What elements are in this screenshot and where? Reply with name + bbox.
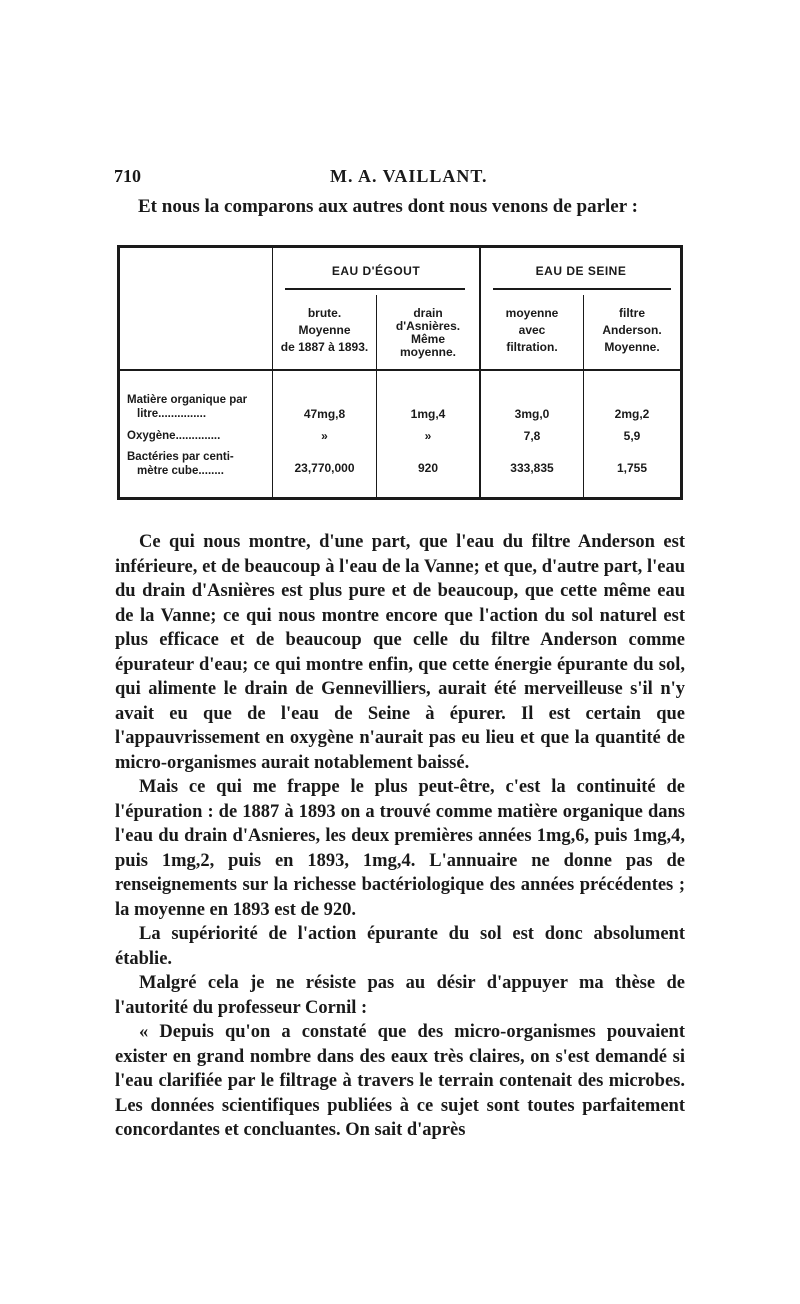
paragraph: « Depuis qu'on a constaté que des micro-organismes pouvaient exister en grand nombre dans des eaux très claires, on s'est demandé si l'eau clarifiée par le filtrage à travers le terrain contenait des microbes. Les données scientifiques publiées à ce sujet sont toutes parfaitement concordantes et concluantes. On sait d'après [115, 1022, 685, 1140]
cell: » [424, 429, 432, 443]
col-header-line: Moyenne. [604, 340, 660, 354]
intro-sentence: Et nous la comparons aux autres dont nous venons de parler : [138, 196, 638, 217]
brace-eau-de-seine [493, 288, 671, 290]
col-header-line: Moyenne [298, 323, 351, 337]
col-header-line: avec [518, 323, 546, 337]
table-border-right [680, 245, 683, 500]
brace-eau-degout [285, 288, 465, 290]
cell: 5,9 [623, 429, 641, 443]
cell: 23,770,000 [294, 461, 355, 475]
col-header-line: Même [410, 332, 445, 346]
page-number: 710 [114, 166, 141, 186]
row-label-line: Matière organique par [127, 394, 248, 406]
cell: 47mg,8 [303, 407, 346, 421]
col-header-line: drain [413, 306, 443, 320]
table-header-rule [117, 369, 683, 371]
paragraph: Mais ce qui me frappe le plus peut-être, c'est la continuité de l'épuration : de 1887 à 1893 on a trouvé comme matière organique dans l'eau du drain d'Asnieres, les deux premières années 1mg,6, puis 1mg,4, puis 1mg,2, puis en 1893, 1mg,4. L'annuaire ne donne pas de renseignements sur la richesse bactériologique des années précédentes ; la moyenne en 1893 est de 920. [115, 777, 685, 920]
paragraph: Ce qui nous montre, d'une part, que l'eau du filtre Anderson est inférieure, et de beaucoup à l'eau de la Vanne; et que, d'autre part, l'eau du drain d'Asnières est plus pure et de beaucoup, que cette même eau de la Vanne; ce qui nous montre encore que l'action du sol naturel est plus efficace et de beaucoup que celle du filtre Anderson comme épurateur d'eau; ce qui montre enfin, que cette énergie épurante du sol, qui alimente le drain de Gennevilliers, aurait été merveilleuse s'il n'y avait eu que de l'eau de Seine à épurer. Il est certain que l'appauvrissement en oxygène n'aurait pas eu lieu et que la quantité de micro-organismes aurait notablement baissé. [115, 532, 685, 773]
cell: 7,8 [523, 429, 541, 443]
row-label-line: Bactéries par centi- [127, 451, 234, 463]
col-header-line: de 1887 à 1893. [280, 340, 369, 354]
col-header-line: Anderson. [602, 323, 662, 337]
row-label-line: mètre cube........ [137, 465, 224, 477]
cell: 2mg,2 [614, 407, 650, 421]
col-header-line: filtration. [506, 340, 558, 354]
cell: 920 [417, 461, 439, 475]
running-header [114, 166, 684, 192]
row-label-line: Oxygène.............. [127, 430, 221, 442]
body-text [115, 530, 685, 1143]
table-border-bottom [117, 497, 683, 500]
table-border-left [117, 245, 120, 500]
table-border-top [117, 245, 683, 248]
cell: 1mg,4 [410, 407, 446, 421]
col-header-line: moyenne [505, 306, 559, 320]
col-header-brute [273, 307, 376, 354]
col-header-line: d'Asnières. [395, 319, 461, 333]
col-header-drain [377, 307, 479, 359]
comparison-table [117, 245, 683, 500]
paragraph: Malgré cela je ne résiste pas au désir d'appuyer ma thèse de l'autorité du professeur Cornil : [115, 973, 685, 1018]
cell: 3mg,0 [514, 407, 550, 421]
col-header-line: brute. [307, 306, 342, 320]
row-label-oxygene [127, 429, 220, 443]
col-header-filtration [481, 307, 583, 354]
paragraph: La supériorité de l'action épurante du sol est donc absolument établie. [115, 924, 685, 969]
cell: 333,835 [510, 461, 554, 475]
col-header-anderson [584, 307, 680, 354]
col-header-line: filtre [618, 306, 645, 320]
col-header-line: moyenne. [399, 345, 456, 359]
cell: » [321, 429, 328, 443]
running-title: M. A. VAILLANT. [330, 166, 488, 186]
row-label-line: litre............... [137, 408, 207, 420]
group-header-eau-de-seine: EAU DE SEINE [535, 264, 627, 278]
row-label-matiere-organique [127, 393, 247, 421]
cell: 1,755 [616, 461, 648, 475]
row-label-bacteries [127, 450, 234, 478]
group-header-eau-degout: EAU D'ÉGOUT [331, 264, 421, 278]
